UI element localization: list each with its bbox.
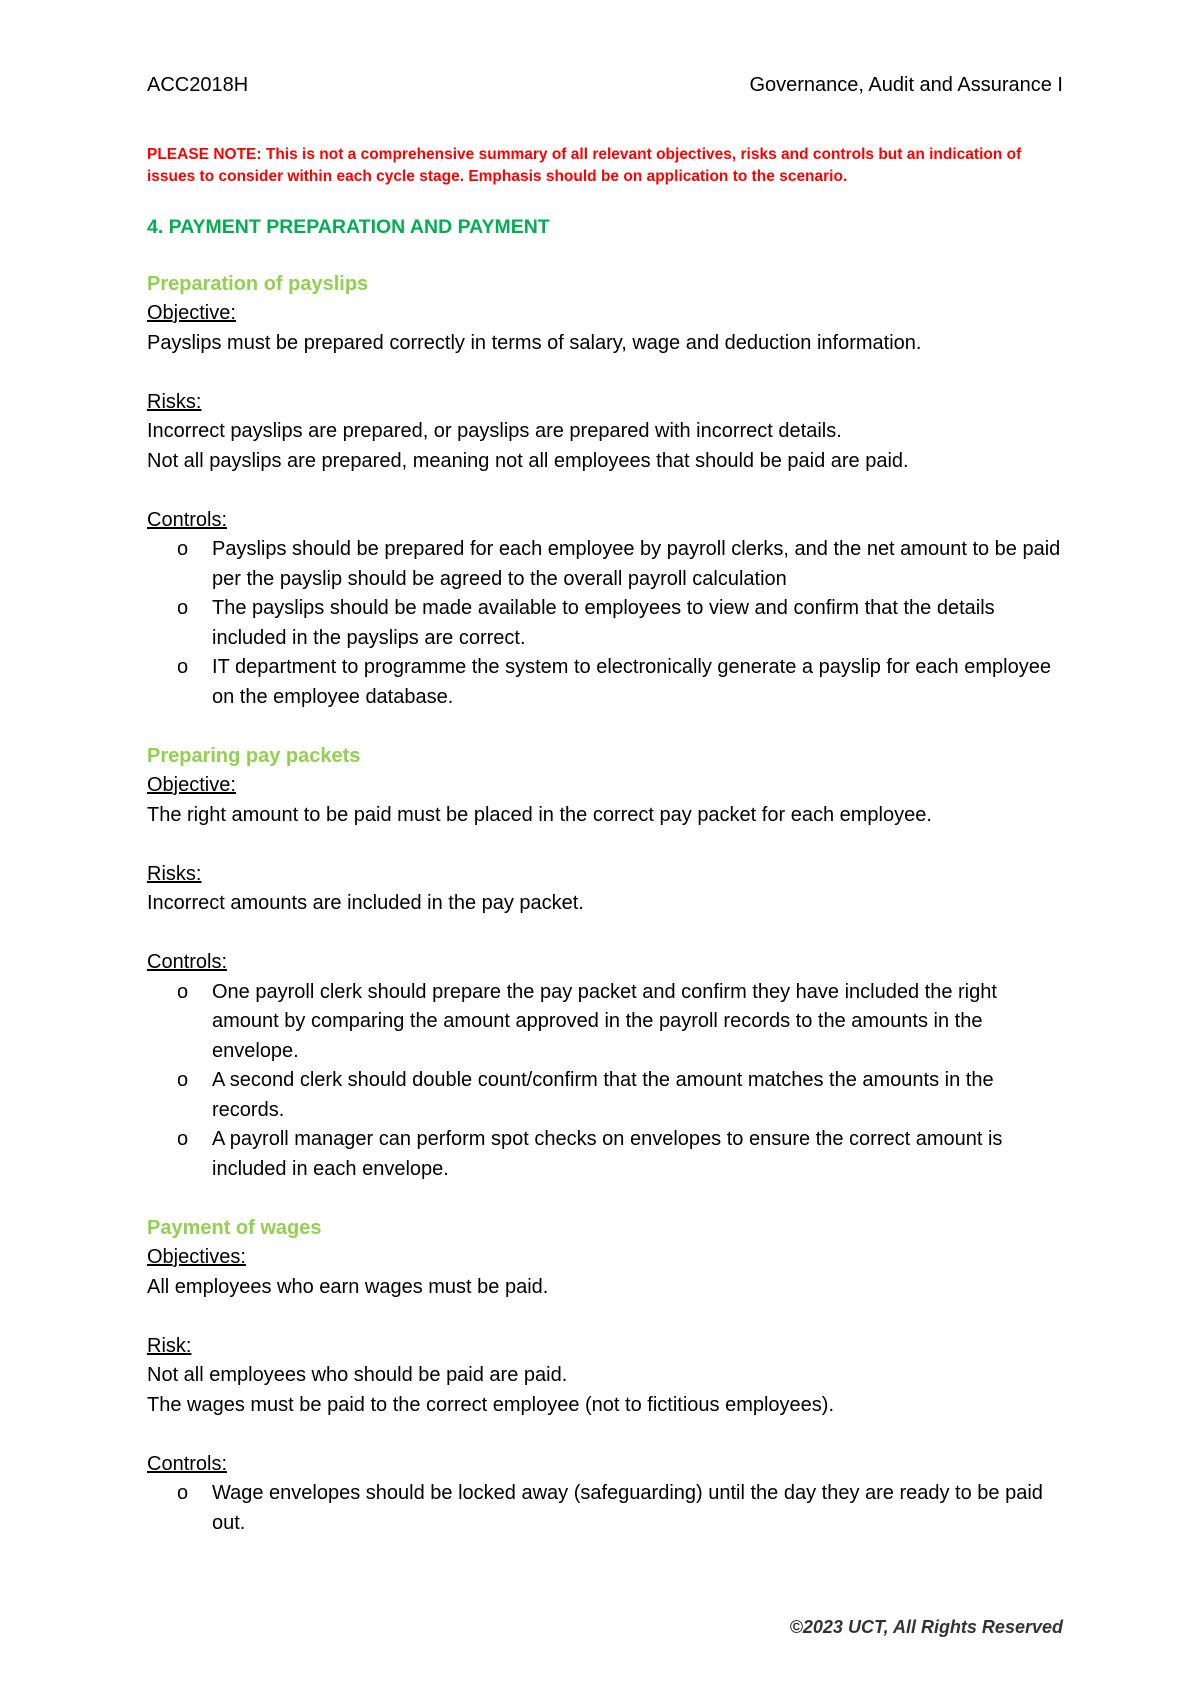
- section-preparing-pay-packets: [147, 742, 1063, 1184]
- control-text: A payroll manager can perform spot checks on envelopes to ensure the correct amount is included in each envelope.: [212, 1128, 1003, 1180]
- control-item: [147, 1066, 1063, 1125]
- spacer: [147, 1302, 1063, 1332]
- note-prefix: PLEASE NOTE:: [147, 146, 262, 163]
- course-name: Governance, Audit and Assurance I: [749, 74, 1063, 96]
- bullet-icon: o: [177, 1482, 189, 1504]
- control-text: Payslips should be prepared for each employee by payroll clerks, and the net amount to be paid per the payslip should be agreed to the overall payroll calculation: [212, 538, 1061, 590]
- please-note: [147, 144, 1063, 188]
- risks-label: Risks:: [147, 390, 202, 413]
- copyright-footer: ©2023 UCT, All Rights Reserved: [789, 1617, 1063, 1637]
- control-text: Wage envelopes should be locked away (safeguarding) until the day they are ready to be paid out.: [212, 1482, 1043, 1534]
- section-title: 4. PAYMENT PREPARATION AND PAYMENT: [147, 216, 550, 238]
- controls-label: Controls:: [147, 951, 228, 973]
- section-heading: Preparing pay packets: [147, 745, 361, 767]
- risks-label: Risks:: [147, 862, 202, 885]
- risks-label: Risk:: [147, 1334, 192, 1357]
- control-item: [147, 1479, 1063, 1538]
- objective-label: Objective:: [147, 774, 236, 796]
- control-item: [147, 653, 1063, 712]
- bullet-icon: o: [177, 1128, 189, 1150]
- risk-text: The wages must be paid to the correct employee (not to fictitious employees).: [147, 1393, 835, 1416]
- controls-label: Controls:: [147, 508, 228, 531]
- objective-label: Objectives:: [147, 1246, 246, 1268]
- bullet-icon: o: [177, 656, 189, 678]
- controls-label: Controls:: [147, 1452, 228, 1475]
- control-item: [147, 535, 1063, 594]
- bullet-icon: o: [177, 1069, 189, 1091]
- control-item: [147, 594, 1063, 653]
- controls-list: [147, 978, 1063, 1185]
- page-header: [147, 70, 1063, 100]
- bullet-icon: o: [177, 597, 189, 619]
- section-payment-of-wages: [147, 1214, 1063, 1538]
- spacer: [147, 919, 1063, 949]
- control-text: IT department to programme the system to electronically generate a payslip for each employee on the employee database.: [212, 656, 1051, 708]
- section-heading: Preparation of payslips: [147, 273, 369, 295]
- control-item: [147, 1125, 1063, 1184]
- bullet-icon: o: [177, 980, 189, 1003]
- risk-text: Not all payslips are prepared, meaning not all employees that should be paid are paid.: [147, 449, 909, 472]
- spacer: [147, 830, 1063, 860]
- spacer: [147, 358, 1063, 388]
- control-item: [147, 978, 1063, 1067]
- risk-text: Incorrect payslips are prepared, or payslips are prepared with incorrect details.: [147, 420, 842, 442]
- document-page: [147, 70, 1063, 1538]
- risk-text: Not all employees who should be paid are paid.: [147, 1364, 568, 1386]
- section-preparation-of-payslips: [147, 270, 1063, 712]
- risk-text: Incorrect amounts are included in the pay packet.: [147, 892, 584, 914]
- objective-text: All employees who earn wages must be paid.: [147, 1275, 549, 1298]
- spacer: [147, 476, 1063, 506]
- objective-text: The right amount to be paid must be placed in the correct pay packet for each employee.: [147, 803, 932, 826]
- objective-label: Objective:: [147, 302, 236, 324]
- control-text: The payslips should be made available to employees to view and confirm that the details included in the payslips are correct.: [212, 597, 995, 649]
- bullet-icon: o: [177, 538, 189, 560]
- controls-list: [147, 535, 1063, 712]
- spacer: [147, 1420, 1063, 1450]
- course-code: ACC2018H: [147, 74, 249, 96]
- note-text: This is not a comprehensive summary of all relevant objectives, risks and controls but an indication of issues to consider within each cycle stage. Emphasis should be on application to the scenario.: [147, 146, 1022, 185]
- controls-list: [147, 1479, 1063, 1538]
- control-text: A second clerk should double count/confirm that the amount matches the amounts in the records.: [212, 1069, 994, 1121]
- control-text: One payroll clerk should prepare the pay packet and confirm they have included the right amount by comparing the amount approved in the payroll records to the amounts in the envelope.: [212, 980, 997, 1062]
- section-heading: Payment of wages: [147, 1217, 322, 1239]
- objective-text: Payslips must be prepared correctly in terms of salary, wage and deduction information.: [147, 331, 922, 354]
